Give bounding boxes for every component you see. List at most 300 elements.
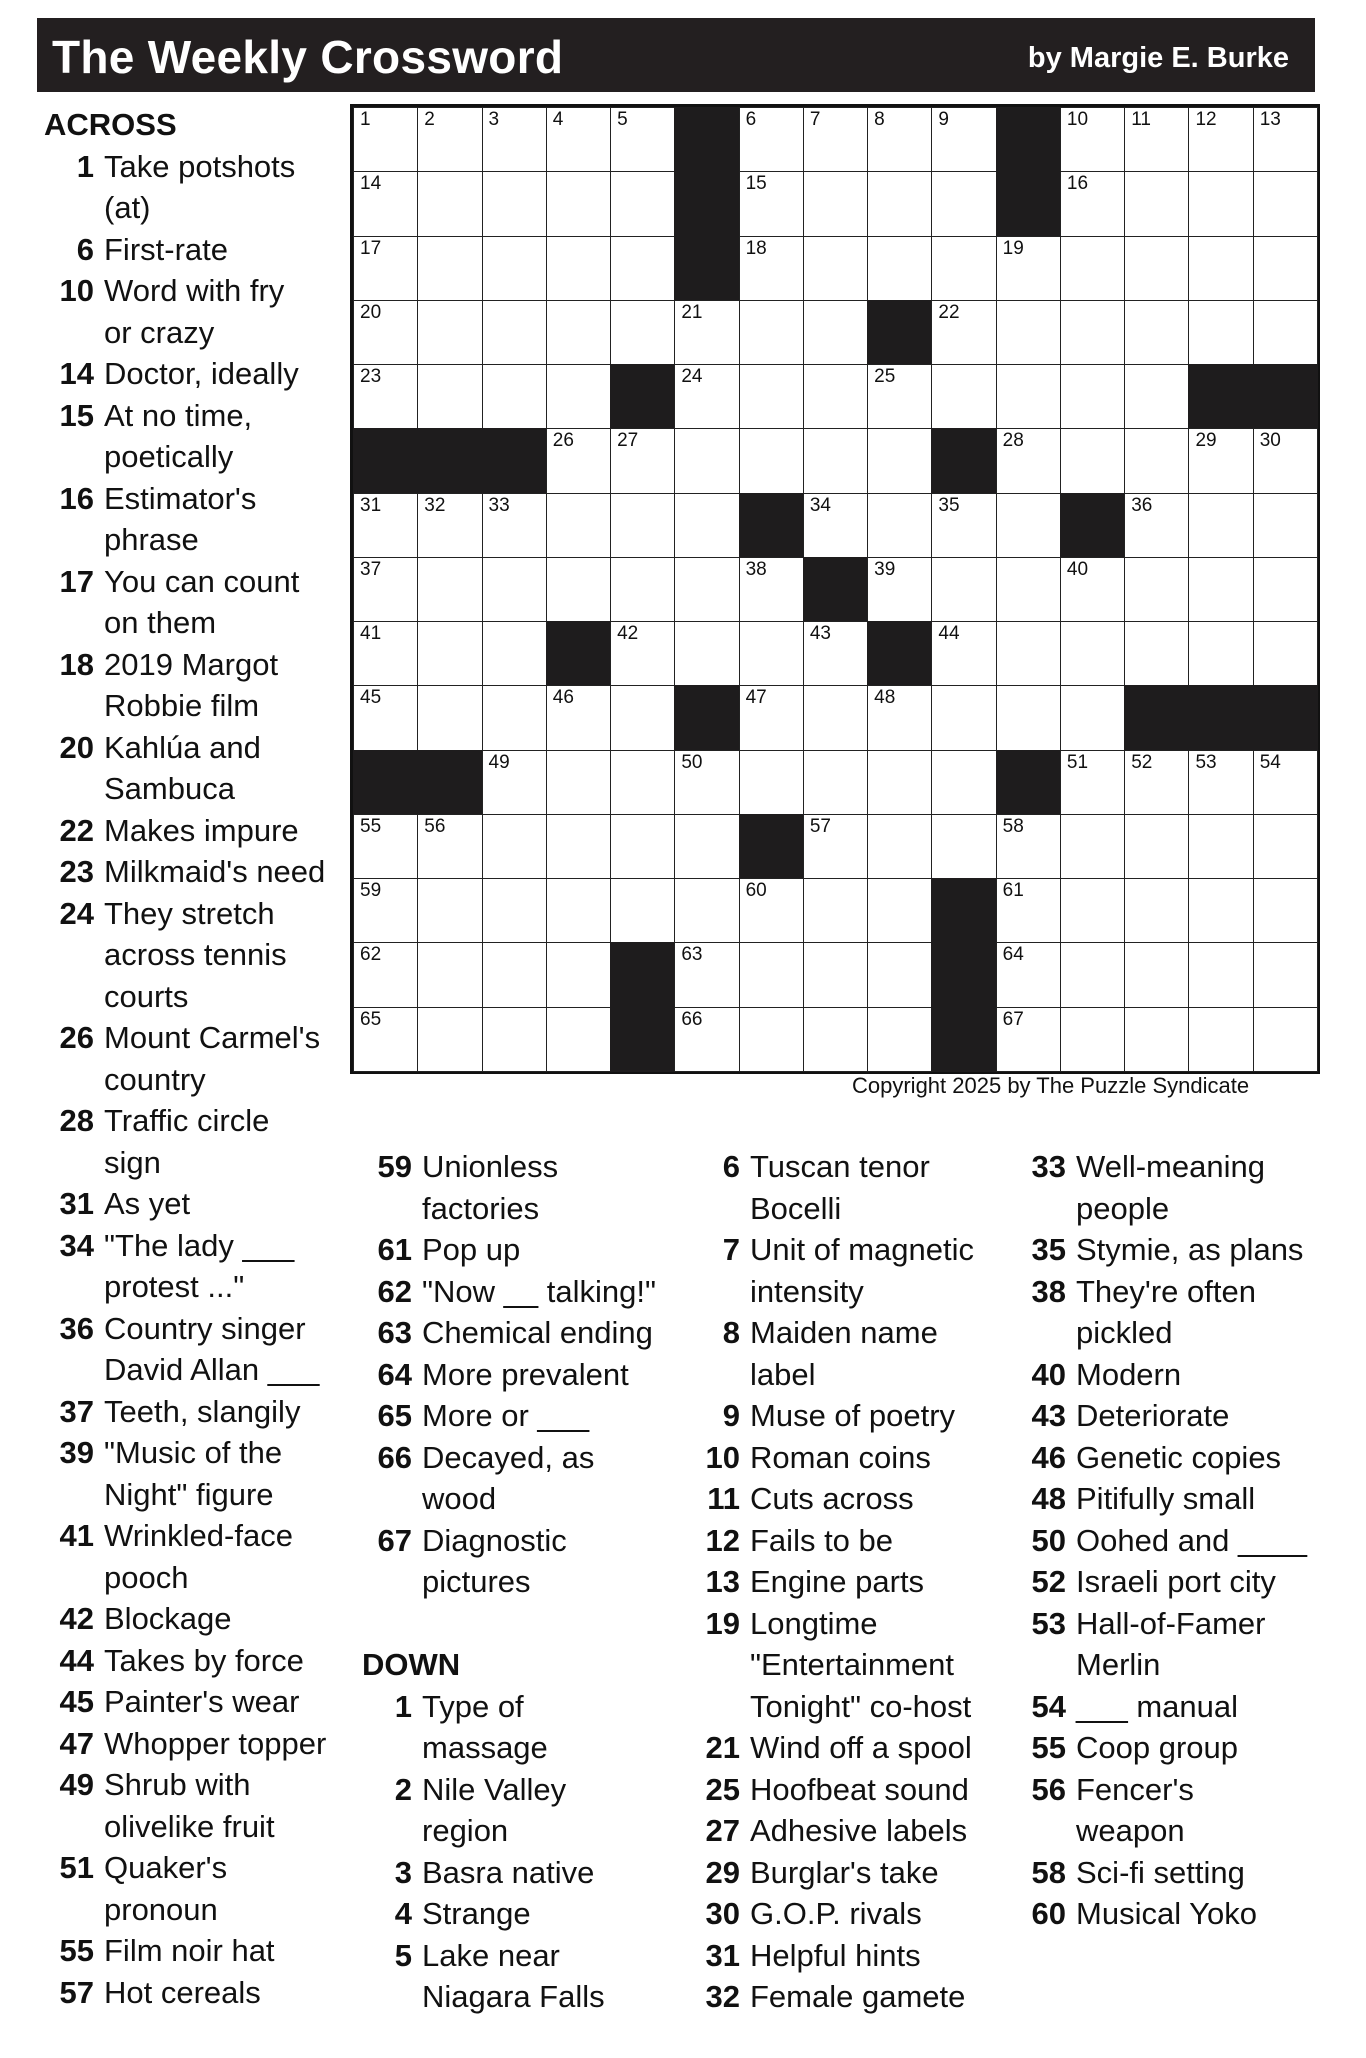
clue-line: on them bbox=[104, 605, 217, 640]
grid-cell[interactable] bbox=[674, 557, 739, 622]
spacer bbox=[362, 1603, 682, 1645]
clue-number: 39 bbox=[59, 1435, 94, 1470]
grid-cell[interactable] bbox=[546, 236, 611, 301]
grid-cell[interactable] bbox=[996, 685, 1061, 750]
clue-line: "The lady ___ bbox=[104, 1227, 295, 1263]
grid-cell[interactable] bbox=[674, 878, 739, 943]
grid-cell[interactable] bbox=[482, 107, 547, 172]
grid-cell[interactable] bbox=[803, 107, 868, 172]
grid-cell[interactable] bbox=[1253, 493, 1318, 558]
clue-line: Word with fry bbox=[104, 273, 285, 308]
grid-cell[interactable] bbox=[353, 493, 418, 558]
grid-cell[interactable] bbox=[1188, 878, 1253, 943]
grid-cell[interactable] bbox=[867, 685, 932, 750]
clue-item bbox=[44, 395, 344, 478]
cell-number: 2 bbox=[424, 109, 435, 130]
clue-text bbox=[104, 1017, 344, 1100]
grid-cell[interactable] bbox=[1060, 750, 1125, 815]
clue-line: Wind off a spool bbox=[750, 1730, 972, 1765]
grid-cell[interactable] bbox=[803, 942, 868, 1007]
grid-cell[interactable] bbox=[1253, 557, 1318, 622]
grid-cell[interactable] bbox=[739, 300, 804, 365]
grid-cell[interactable] bbox=[546, 878, 611, 943]
clue-item bbox=[1016, 1437, 1336, 1479]
grid-block bbox=[674, 107, 739, 172]
clue-line: Traffic circle bbox=[104, 1103, 270, 1138]
grid-cell[interactable] bbox=[353, 107, 418, 172]
grid-cell[interactable] bbox=[610, 493, 675, 558]
grid-cell[interactable] bbox=[867, 557, 932, 622]
grid-cell[interactable] bbox=[867, 750, 932, 815]
grid-cell[interactable] bbox=[417, 300, 482, 365]
clue-number: 29 bbox=[705, 1854, 740, 1890]
grid-cell[interactable] bbox=[867, 878, 932, 943]
grid-cell[interactable] bbox=[417, 814, 482, 879]
grid-cell[interactable] bbox=[1124, 942, 1189, 1007]
grid-cell[interactable] bbox=[546, 557, 611, 622]
grid-cell[interactable] bbox=[417, 942, 482, 1007]
grid-cell[interactable] bbox=[1188, 750, 1253, 815]
grid-cell[interactable] bbox=[931, 557, 996, 622]
grid-cell[interactable] bbox=[1253, 107, 1318, 172]
grid-cell[interactable] bbox=[1060, 107, 1125, 172]
grid-cell[interactable] bbox=[1124, 364, 1189, 429]
grid-cell[interactable] bbox=[867, 107, 932, 172]
grid-cell[interactable] bbox=[1124, 428, 1189, 493]
grid-cell[interactable] bbox=[803, 300, 868, 365]
clue-text bbox=[422, 1520, 682, 1603]
clue-text bbox=[104, 1972, 344, 2014]
grid-cell[interactable] bbox=[739, 878, 804, 943]
grid-block bbox=[803, 557, 868, 622]
grid-cell[interactable] bbox=[353, 814, 418, 879]
grid-cell[interactable] bbox=[931, 685, 996, 750]
clue-line: More prevalent bbox=[422, 1356, 629, 1392]
grid-block bbox=[931, 1007, 996, 1072]
grid-cell[interactable] bbox=[996, 621, 1061, 686]
grid-cell[interactable] bbox=[739, 364, 804, 429]
grid-cell[interactable] bbox=[610, 685, 675, 750]
grid-cell[interactable] bbox=[1253, 300, 1318, 365]
clue-item bbox=[362, 1146, 682, 1229]
grid-cell[interactable] bbox=[1060, 942, 1125, 1007]
clue-item bbox=[44, 1017, 344, 1100]
cell-number: 54 bbox=[1259, 751, 1281, 773]
grid-cell[interactable] bbox=[353, 685, 418, 750]
grid-cell[interactable] bbox=[610, 814, 675, 879]
grid-cell[interactable] bbox=[417, 557, 482, 622]
grid-cell[interactable] bbox=[739, 750, 804, 815]
clue-item bbox=[1016, 1893, 1336, 1935]
clue-item bbox=[44, 1930, 344, 1972]
clue-line: Painter's wear bbox=[104, 1684, 300, 1719]
grid-cell[interactable] bbox=[996, 1007, 1061, 1072]
clue-item bbox=[44, 270, 344, 353]
grid-cell[interactable] bbox=[482, 750, 547, 815]
grid-cell[interactable] bbox=[1188, 428, 1253, 493]
grid-cell[interactable] bbox=[674, 942, 739, 1007]
clue-number: 28 bbox=[59, 1103, 94, 1138]
clue-line: across tennis bbox=[104, 937, 287, 972]
clue-item bbox=[44, 478, 344, 561]
grid-cell[interactable] bbox=[610, 236, 675, 301]
cell-number: 60 bbox=[745, 880, 767, 902]
grid-cell[interactable] bbox=[546, 364, 611, 429]
clue-text bbox=[1076, 1229, 1336, 1271]
clue-line: Oohed and ____ bbox=[1076, 1522, 1307, 1558]
grid-cell[interactable] bbox=[739, 557, 804, 622]
grid-cell[interactable] bbox=[803, 621, 868, 686]
clue-text bbox=[750, 1229, 1010, 1312]
grid-cell[interactable] bbox=[1188, 107, 1253, 172]
grid-cell[interactable] bbox=[931, 171, 996, 236]
grid-cell[interactable] bbox=[1188, 171, 1253, 236]
grid-cell[interactable] bbox=[739, 621, 804, 686]
grid-cell[interactable] bbox=[996, 300, 1061, 365]
grid-cell[interactable] bbox=[417, 107, 482, 172]
grid-cell[interactable] bbox=[1060, 621, 1125, 686]
cell-number: 65 bbox=[360, 1008, 382, 1030]
grid-cell[interactable] bbox=[610, 428, 675, 493]
clue-line: Mount Carmel's bbox=[104, 1020, 321, 1055]
clue-line: Night" figure bbox=[104, 1476, 274, 1512]
grid-cell[interactable] bbox=[1253, 1007, 1318, 1072]
grid-cell[interactable] bbox=[1060, 685, 1125, 750]
clue-line: Israeli port city bbox=[1076, 1564, 1276, 1599]
clue-line: Whopper topper bbox=[104, 1725, 327, 1761]
grid-cell[interactable] bbox=[996, 942, 1061, 1007]
grid-cell[interactable] bbox=[546, 428, 611, 493]
grid-cell[interactable] bbox=[803, 1007, 868, 1072]
grid-cell[interactable] bbox=[417, 171, 482, 236]
clue-line: Milkmaid's need bbox=[104, 854, 326, 889]
cell-number: 67 bbox=[1002, 1008, 1024, 1030]
grid-cell[interactable] bbox=[610, 750, 675, 815]
clue-item bbox=[1016, 1354, 1336, 1396]
grid-cell[interactable] bbox=[931, 814, 996, 879]
grid-cell[interactable] bbox=[1253, 878, 1318, 943]
clue-text bbox=[104, 851, 344, 893]
grid-cell[interactable] bbox=[546, 750, 611, 815]
cell-number: 19 bbox=[1002, 237, 1024, 259]
grid-cell[interactable] bbox=[417, 621, 482, 686]
cell-number: 47 bbox=[745, 687, 767, 709]
grid-cell[interactable] bbox=[867, 364, 932, 429]
grid-cell[interactable] bbox=[996, 557, 1061, 622]
grid-cell[interactable] bbox=[1124, 1007, 1189, 1072]
clue-text bbox=[104, 1515, 344, 1598]
clue-number: 38 bbox=[1031, 1273, 1066, 1309]
clue-number: 44 bbox=[59, 1642, 94, 1678]
grid-cell[interactable] bbox=[803, 493, 868, 558]
grid-cell[interactable] bbox=[353, 878, 418, 943]
grid-cell[interactable] bbox=[674, 300, 739, 365]
grid-cell[interactable] bbox=[482, 557, 547, 622]
grid-cell[interactable] bbox=[417, 493, 482, 558]
grid-cell[interactable] bbox=[996, 493, 1061, 558]
grid-cell[interactable] bbox=[482, 171, 547, 236]
clue-item bbox=[690, 1852, 1010, 1894]
grid-cell[interactable] bbox=[1124, 814, 1189, 879]
cell-number: 66 bbox=[681, 1008, 703, 1030]
grid-cell[interactable] bbox=[1060, 1007, 1125, 1072]
grid-cell[interactable] bbox=[1060, 814, 1125, 879]
grid-cell[interactable] bbox=[803, 685, 868, 750]
grid-cell[interactable] bbox=[803, 428, 868, 493]
grid-cell[interactable] bbox=[931, 107, 996, 172]
clue-text bbox=[1076, 1354, 1336, 1396]
grid-cell[interactable] bbox=[482, 878, 547, 943]
cell-number: 48 bbox=[874, 687, 896, 709]
grid-cell[interactable] bbox=[1124, 557, 1189, 622]
clue-text bbox=[104, 270, 344, 353]
grid-cell[interactable] bbox=[546, 814, 611, 879]
grid-cell[interactable] bbox=[674, 493, 739, 558]
puzzle-title: The Weekly Crossword bbox=[52, 31, 564, 83]
grid-cell[interactable] bbox=[546, 107, 611, 172]
grid-cell[interactable] bbox=[1124, 107, 1189, 172]
grid-cell[interactable] bbox=[674, 428, 739, 493]
grid-cell[interactable] bbox=[931, 493, 996, 558]
grid-cell[interactable] bbox=[1060, 236, 1125, 301]
clue-number: 60 bbox=[1031, 1896, 1066, 1931]
grid-cell[interactable] bbox=[417, 236, 482, 301]
grid-block bbox=[417, 750, 482, 815]
grid-cell[interactable] bbox=[867, 942, 932, 1007]
grid-cell[interactable] bbox=[1060, 428, 1125, 493]
grid-cell[interactable] bbox=[867, 1007, 932, 1072]
grid-cell[interactable] bbox=[1253, 750, 1318, 815]
grid-cell[interactable] bbox=[931, 364, 996, 429]
grid-cell[interactable] bbox=[417, 1007, 482, 1072]
grid-cell[interactable] bbox=[417, 878, 482, 943]
grid-cell[interactable] bbox=[1060, 557, 1125, 622]
clue-number: 47 bbox=[59, 1725, 94, 1761]
grid-cell[interactable] bbox=[482, 942, 547, 1007]
cell-number: 4 bbox=[552, 109, 564, 130]
grid-cell[interactable] bbox=[1188, 814, 1253, 879]
grid-cell[interactable] bbox=[1060, 364, 1125, 429]
clue-number: 36 bbox=[59, 1310, 94, 1346]
clue-line: Adhesive labels bbox=[750, 1813, 968, 1848]
grid-block bbox=[931, 878, 996, 943]
clue-text bbox=[104, 1847, 344, 1930]
clue-number: 32 bbox=[705, 1979, 740, 2014]
clue-number: 12 bbox=[705, 1522, 740, 1558]
grid-cell[interactable] bbox=[674, 814, 739, 879]
grid-cell[interactable] bbox=[803, 364, 868, 429]
cell-number: 37 bbox=[360, 558, 382, 580]
clue-item bbox=[690, 1146, 1010, 1229]
cell-number: 57 bbox=[809, 815, 831, 837]
clue-text bbox=[422, 1935, 682, 2018]
grid-cell[interactable] bbox=[931, 621, 996, 686]
grid-cell[interactable] bbox=[1188, 1007, 1253, 1072]
clue-item bbox=[690, 1561, 1010, 1603]
grid-cell[interactable] bbox=[1253, 621, 1318, 686]
clue-line: David Allan ___ bbox=[104, 1352, 320, 1387]
grid-cell[interactable] bbox=[996, 428, 1061, 493]
grid-cell[interactable] bbox=[353, 171, 418, 236]
grid-cell[interactable] bbox=[1124, 236, 1189, 301]
grid-cell[interactable] bbox=[867, 428, 932, 493]
grid-cell[interactable] bbox=[1060, 171, 1125, 236]
grid-cell[interactable] bbox=[546, 1007, 611, 1072]
grid-cell[interactable] bbox=[353, 300, 418, 365]
clue-number: 31 bbox=[705, 1937, 740, 1973]
crossword-grid[interactable] bbox=[350, 104, 1320, 1074]
cell-number: 22 bbox=[938, 301, 960, 323]
grid-cell[interactable] bbox=[546, 300, 611, 365]
clue-number: 62 bbox=[377, 1273, 412, 1309]
grid-cell[interactable] bbox=[1124, 621, 1189, 686]
grid-cell[interactable] bbox=[1188, 236, 1253, 301]
grid-cell[interactable] bbox=[482, 364, 547, 429]
grid-cell[interactable] bbox=[1253, 428, 1318, 493]
grid-cell[interactable] bbox=[739, 171, 804, 236]
grid-cell[interactable] bbox=[353, 942, 418, 1007]
grid-cell[interactable] bbox=[1124, 300, 1189, 365]
grid-cell[interactable] bbox=[1124, 878, 1189, 943]
grid-block bbox=[1253, 685, 1318, 750]
grid-cell[interactable] bbox=[482, 1007, 547, 1072]
grid-cell[interactable] bbox=[482, 685, 547, 750]
grid-cell[interactable] bbox=[674, 1007, 739, 1072]
clue-text bbox=[104, 395, 344, 478]
clue-line: Hot cereals bbox=[104, 1974, 261, 2010]
grid-cell[interactable] bbox=[1124, 493, 1189, 558]
clue-number: 56 bbox=[1031, 1771, 1066, 1807]
clue-text bbox=[104, 1100, 344, 1183]
clue-line: Lake near bbox=[422, 1937, 560, 1973]
grid-cell[interactable] bbox=[1188, 557, 1253, 622]
cell-number: 58 bbox=[1002, 815, 1024, 837]
grid-cell[interactable] bbox=[610, 107, 675, 172]
grid-cell[interactable] bbox=[803, 750, 868, 815]
clue-number: 23 bbox=[59, 854, 94, 889]
clue-number: 10 bbox=[705, 1439, 740, 1475]
clue-line: Takes by force bbox=[104, 1642, 304, 1678]
grid-cell[interactable] bbox=[996, 236, 1061, 301]
grid-cell[interactable] bbox=[1188, 300, 1253, 365]
grid-cell[interactable] bbox=[610, 621, 675, 686]
grid-cell[interactable] bbox=[1188, 942, 1253, 1007]
grid-cell[interactable] bbox=[931, 236, 996, 301]
grid-cell[interactable] bbox=[1253, 814, 1318, 879]
cell-number: 26 bbox=[552, 430, 574, 452]
grid-cell[interactable] bbox=[353, 364, 418, 429]
clue-item bbox=[44, 810, 344, 852]
grid-cell[interactable] bbox=[739, 236, 804, 301]
grid-cell[interactable] bbox=[353, 621, 418, 686]
grid-cell[interactable] bbox=[417, 685, 482, 750]
grid-cell[interactable] bbox=[867, 814, 932, 879]
clue-line: sign bbox=[104, 1144, 161, 1180]
clue-column-3 bbox=[690, 1146, 1010, 2018]
clue-item bbox=[44, 353, 344, 395]
cell-number: 7 bbox=[809, 109, 821, 130]
clue-line: weapon bbox=[1076, 1813, 1185, 1848]
grid-cell[interactable] bbox=[739, 685, 804, 750]
grid-cell[interactable] bbox=[739, 428, 804, 493]
grid-cell[interactable] bbox=[1124, 750, 1189, 815]
grid-cell[interactable] bbox=[546, 493, 611, 558]
clue-text bbox=[104, 229, 344, 271]
grid-cell[interactable] bbox=[482, 236, 547, 301]
grid-cell[interactable] bbox=[803, 236, 868, 301]
grid-cell[interactable] bbox=[803, 171, 868, 236]
clue-item bbox=[362, 1935, 682, 2018]
grid-cell[interactable] bbox=[674, 750, 739, 815]
grid-cell[interactable] bbox=[803, 814, 868, 879]
grid-cell[interactable] bbox=[867, 171, 932, 236]
grid-cell[interactable] bbox=[739, 942, 804, 1007]
grid-cell[interactable] bbox=[482, 493, 547, 558]
grid-cell[interactable] bbox=[674, 621, 739, 686]
grid-cell[interactable] bbox=[1253, 171, 1318, 236]
clue-line: Doctor, ideally bbox=[104, 356, 299, 391]
grid-cell[interactable] bbox=[1253, 236, 1318, 301]
grid-cell[interactable] bbox=[996, 878, 1061, 943]
grid-cell[interactable] bbox=[610, 300, 675, 365]
grid-cell[interactable] bbox=[1060, 878, 1125, 943]
grid-block bbox=[996, 107, 1061, 172]
grid-cell[interactable] bbox=[482, 300, 547, 365]
grid-block bbox=[867, 300, 932, 365]
grid-cell[interactable] bbox=[739, 107, 804, 172]
grid-block bbox=[1060, 493, 1125, 558]
grid-cell[interactable] bbox=[610, 171, 675, 236]
grid-cell[interactable] bbox=[546, 685, 611, 750]
cell-number: 5 bbox=[617, 109, 628, 130]
grid-cell[interactable] bbox=[610, 557, 675, 622]
grid-cell[interactable] bbox=[867, 236, 932, 301]
grid-cell[interactable] bbox=[417, 364, 482, 429]
clue-line: They're often bbox=[1076, 1273, 1256, 1309]
clue-text bbox=[1076, 1146, 1336, 1229]
grid-cell[interactable] bbox=[353, 557, 418, 622]
clue-line: Nile Valley bbox=[422, 1771, 567, 1807]
grid-cell[interactable] bbox=[482, 621, 547, 686]
clue-text bbox=[422, 1146, 682, 1229]
clue-text bbox=[422, 1893, 682, 1935]
grid-cell[interactable] bbox=[546, 942, 611, 1007]
grid-cell[interactable] bbox=[1060, 300, 1125, 365]
grid-cell[interactable] bbox=[482, 814, 547, 879]
cell-number: 35 bbox=[938, 494, 960, 516]
clue-number: 2 bbox=[394, 1771, 412, 1807]
grid-cell[interactable] bbox=[996, 814, 1061, 879]
grid-cell[interactable] bbox=[996, 364, 1061, 429]
clue-item bbox=[1016, 1852, 1336, 1894]
grid-cell[interactable] bbox=[1188, 493, 1253, 558]
grid-cell[interactable] bbox=[546, 171, 611, 236]
grid-cell[interactable] bbox=[739, 1007, 804, 1072]
grid-cell[interactable] bbox=[610, 878, 675, 943]
grid-cell[interactable] bbox=[353, 236, 418, 301]
grid-cell[interactable] bbox=[1253, 942, 1318, 1007]
grid-cell[interactable] bbox=[1188, 621, 1253, 686]
grid-cell[interactable] bbox=[353, 1007, 418, 1072]
clue-line: Estimator's bbox=[104, 480, 257, 516]
grid-cell[interactable] bbox=[1124, 171, 1189, 236]
grid-cell[interactable] bbox=[931, 300, 996, 365]
grid-cell[interactable] bbox=[867, 493, 932, 558]
grid-cell[interactable] bbox=[674, 364, 739, 429]
grid-cell[interactable] bbox=[931, 750, 996, 815]
clue-line: wood bbox=[422, 1481, 497, 1516]
grid-cell[interactable] bbox=[803, 878, 868, 943]
